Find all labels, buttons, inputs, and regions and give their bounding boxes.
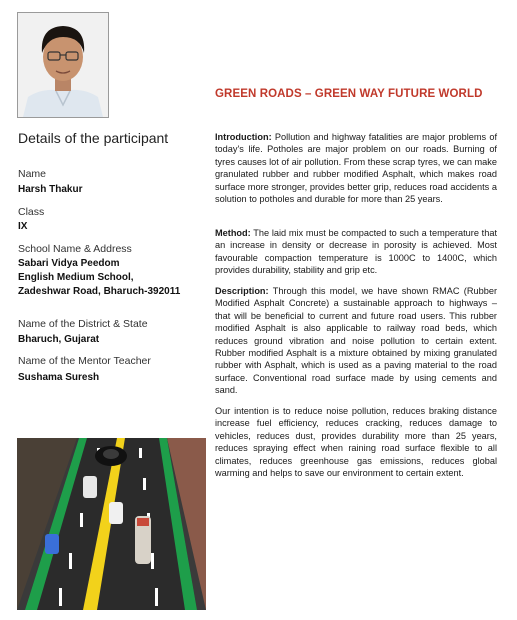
participant-class: IX (18, 221, 28, 232)
intention-paragraph (215, 405, 497, 479)
intro-text: Pollution and highway fatalities are major problems of today's life. Potholes are major problem on our roads. Burning of tyres causes lot of air pollution. From these scrap tyres, we can make granulated rubber and rubber modified Asphalt, which makes road surface more stronger, provides better grip, reduces road accidents a solution to potholes and durable for more than 25 years. (215, 132, 497, 205)
school-line-2: English Medium School, (18, 272, 134, 283)
school-label: School Name & Address (18, 243, 132, 255)
school-line-3: Zadeshwar Road, Bharuch-392011 (18, 286, 181, 297)
participant-mentor: Sushama Suresh (18, 372, 100, 383)
description-text: Through this model, we have shown RMAC (Rubber Modified Asphalt Concrete) a sustainable approach to highways – that will be beneficial to current and future road users. This rubber modified Asphalt is also applicable to railway road beds, which reduces ground vibration and noise pollution to certain extent. Rubber modified Asphalt is a mixture obtained by mixing granulated rubber with Asphalt, which is used as a paving material to the road surface. Conventional road surface made by using cements and sand. (215, 286, 497, 396)
class-label: Class (18, 206, 45, 218)
intro-paragraph (215, 131, 497, 205)
participant-name: Harsh Thakur (18, 184, 83, 195)
name-label: Name (18, 168, 47, 180)
participant-heading: Details of the participant (18, 130, 169, 146)
intro-label: Introduction: (215, 132, 272, 142)
school-line-1: Sabari Vidya Peedom (18, 258, 120, 269)
participant-district: Bharuch, Gujarat (18, 334, 100, 345)
description-label: Description: (215, 286, 269, 296)
method-text: The laid mix must be compacted to such a temperature that an increase in density or decrease in porosity is achieved. Most favourable compaction temperature is 1000C to 1400C, which provides durability, stability and grip etc. (215, 228, 497, 276)
road-model-photo (17, 438, 206, 610)
article-title: GREEN ROADS – GREEN WAY FUTURE WORLD (215, 88, 483, 100)
method-paragraph (215, 227, 497, 277)
district-label: Name of the District & State (18, 318, 148, 330)
mentor-label: Name of the Mentor Teacher (18, 355, 151, 367)
intention-text: Our intention is to reduce noise pollution, reduces braking distance increase fuel efficiency, reduces cracking, reduces damage to vehicles, reduces dust, provides durability more than 25 years, reduces spraying effect when raining road surface flexible to all climates, reduces greenhouse gas emissions, reduces global warming and helps to save our environment to certain extent. (215, 406, 497, 479)
method-label: Method: (215, 228, 251, 238)
participant-photo (17, 12, 109, 118)
description-paragraph (215, 285, 497, 397)
